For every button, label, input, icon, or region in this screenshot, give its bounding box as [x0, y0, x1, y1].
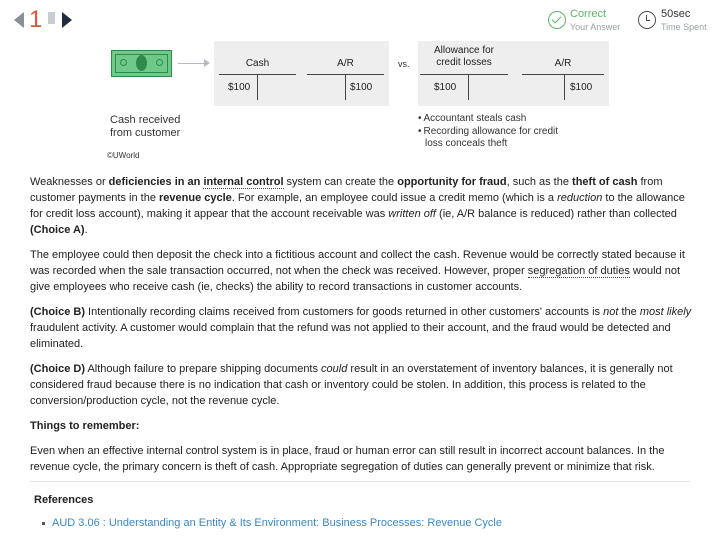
cash-account-title: Cash — [245, 58, 270, 69]
right-t-accounts — [418, 41, 609, 106]
explanation-body — [30, 174, 692, 484]
question-number: 1 — [29, 6, 43, 33]
flow-arrow-icon — [178, 63, 206, 64]
allowance-account-title — [420, 45, 508, 69]
explanation-paragraph: (Choice D) Although failure to prepare shipping documents could result in an overstatement of inventory balances, it is generally not considered fraud because there is no indication that cash or inventory could be stolen. In addition, this process is related to the conversion/production cycle, not the revenue cycle. — [30, 363, 673, 407]
clock-icon — [638, 11, 656, 29]
allowance-title-line1: Allowance for — [433, 45, 495, 56]
versus-label: vs. — [398, 59, 410, 69]
explanation-paragraph: The employee could then deposit the check into a fictitious account and collect the cash. Revenue would be correctly stated because it was recorded when the sale transaction occurred, not when the check was received. However, proper segregation of duties would not give employees who receive cash (ie, checks) the ability to record transactions in customer accounts. — [30, 249, 685, 293]
explanation-paragraph: (Choice B) Intentionally recording claims received from customers for goods returned in other customers' accounts is not the most likely fraudulent activity. A customer would complain that the refund was not applied to their account, and the fraud would be detected and eliminated. — [30, 306, 692, 350]
segregation-of-duties-term[interactable]: segregation of duties — [527, 265, 630, 277]
time-spent-value: 50sec — [661, 8, 691, 20]
section-divider — [30, 481, 690, 482]
dollar-bill-icon — [111, 50, 172, 77]
check-circle-icon — [548, 11, 566, 29]
ar-credit-amount: $100 — [350, 82, 373, 93]
copyright-label: ©UWorld — [107, 151, 140, 160]
things-to-remember-text: Even when an effective internal control system is in place, fraud or human error can still result in incorrect account balances. In the revenue cycle, the primary concern is theft of cash. Appropriate segregation of duties can generally prevent or minimize that risk. — [30, 445, 665, 473]
time-spent-label: Time Spent — [661, 22, 707, 32]
figure-caption — [110, 114, 180, 140]
explanation-paragraph: Weaknesses or deficiencies in an internal control system can create the opportunity for fraud, such as the theft of cash from customer payments in the revenue cycle. For example, an employee could issue a credit memo (which is a reduction to the allowance for credit loss account), making it appear that the account receivable was written off (ie, A/R balance is reduced) rather than collected (Choice A). — [30, 176, 685, 236]
bullet-item: • Accountant steals cash — [418, 113, 558, 126]
ar-account-title: A/R — [337, 58, 354, 69]
things-to-remember-title: Things to remember: — [30, 420, 140, 432]
allowance-title-line2: credit losses — [436, 57, 492, 68]
caption-line1: Cash received — [110, 114, 181, 126]
previous-question-icon[interactable] — [14, 12, 24, 28]
answer-status-label: Your Answer — [570, 22, 621, 32]
allowance-debit-amount: $100 — [434, 82, 457, 93]
internal-control-term[interactable]: internal control — [203, 176, 284, 188]
arrow-head-icon — [204, 59, 210, 67]
reference-link[interactable]: AUD 3.06 : Understanding an Entity & Its Environment: Business Processes: Revenue Cycle — [44, 517, 502, 529]
answer-status: Correct — [570, 8, 607, 20]
ar-account-title-right: A/R — [554, 58, 572, 69]
figure-bullets — [418, 113, 558, 151]
references-title: References — [34, 494, 94, 506]
next-question-icon[interactable] — [62, 12, 72, 28]
caption-line2: from customer — [110, 127, 181, 139]
flag-icon[interactable] — [48, 12, 55, 24]
bullet-item: • Recording allowance for credit loss conceals theft — [418, 126, 558, 151]
ar-credit-amount-right: $100 — [570, 82, 593, 93]
left-t-accounts — [214, 41, 389, 106]
cash-debit-amount: $100 — [228, 82, 251, 93]
question-header — [0, 0, 720, 40]
